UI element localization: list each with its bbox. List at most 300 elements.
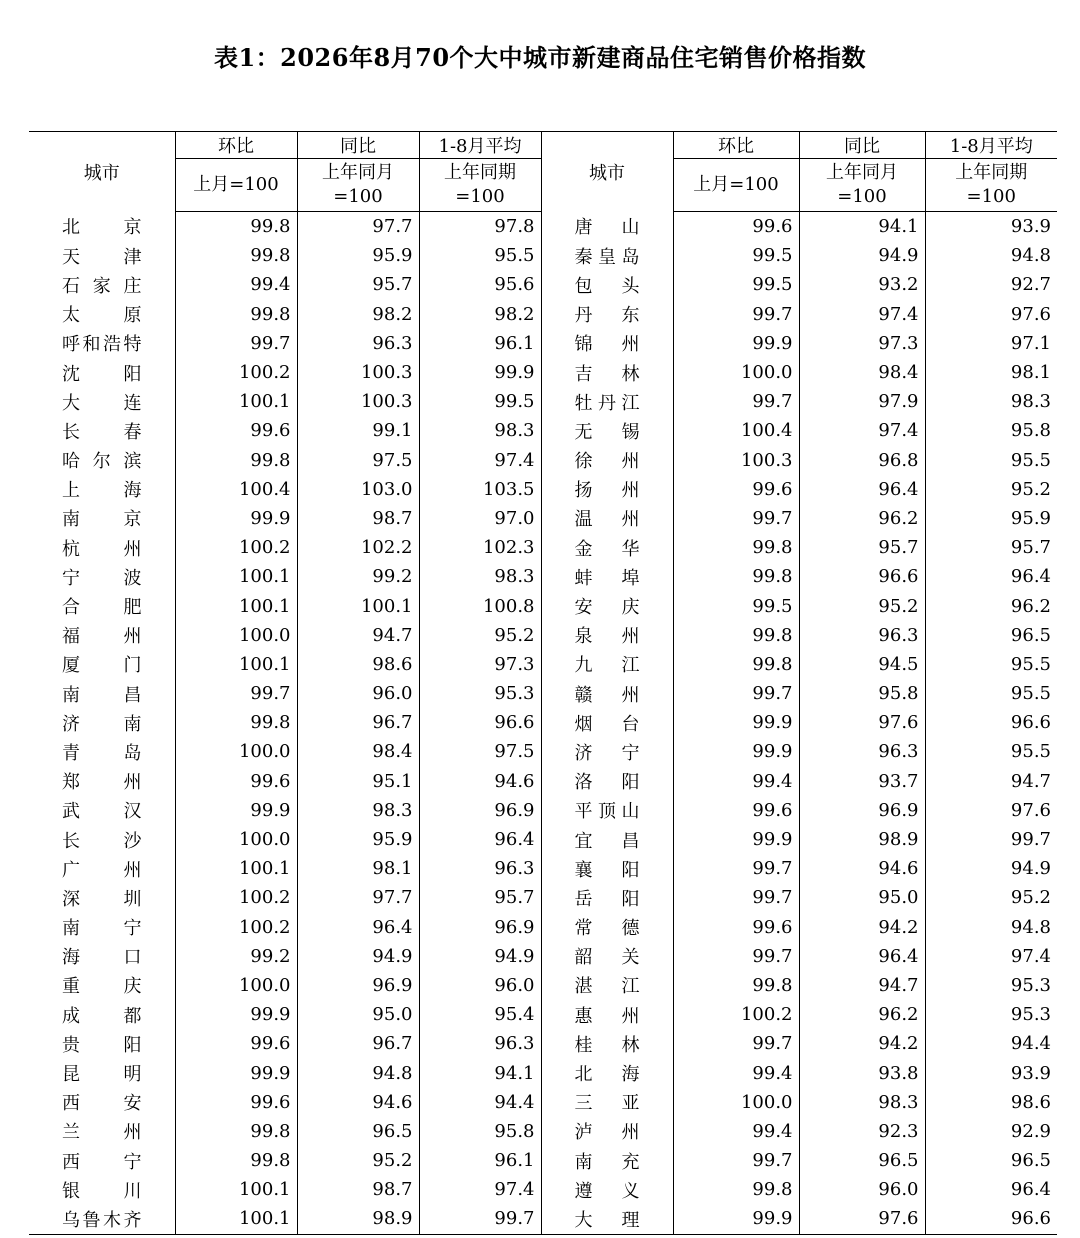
right-avg-cell: 96.6 [925, 1204, 1057, 1234]
right-avg-cell: 96.6 [925, 708, 1057, 737]
right-yoy-cell: 96.3 [799, 737, 925, 766]
left-city-cell: 天津 [62, 246, 142, 268]
left-mom-cell: 100.2 [175, 533, 297, 562]
table-row [29, 679, 1057, 708]
left-avg-cell: 100.8 [419, 591, 541, 620]
right-yoy-cell: 96.8 [799, 446, 925, 475]
right-avg-cell: 97.6 [925, 300, 1057, 329]
left-yoy-cell: 95.9 [297, 241, 419, 270]
left-city-cell: 杭州 [62, 538, 142, 560]
right-mom-cell: 99.9 [673, 329, 799, 358]
left-city-cell: 南京 [62, 509, 142, 531]
left-mom-cell: 100.1 [175, 562, 297, 591]
right-mom-cell: 99.9 [673, 708, 799, 737]
table-row [29, 300, 1057, 329]
table-row [29, 329, 1057, 358]
right-city-cell: 遵义 [541, 1175, 673, 1204]
left-avg-cell: 99.5 [419, 387, 541, 416]
header-avg-base-left [419, 159, 541, 212]
left-mom-cell: 99.8 [175, 212, 297, 242]
left-mom-cell: 99.9 [175, 1000, 297, 1029]
right-mom-cell: 100.3 [673, 446, 799, 475]
right-mom-cell: 99.7 [673, 300, 799, 329]
header-avg-right: 1-8月平均 [925, 132, 1057, 159]
left-city-cell: 厦门 [62, 655, 142, 677]
left-yoy-cell: 98.7 [297, 504, 419, 533]
left-city-cell: 上海 [62, 480, 142, 502]
left-avg-cell: 95.8 [419, 1117, 541, 1146]
left-city-cell: 南宁 [62, 918, 142, 940]
right-city-cell: 无锡 [541, 416, 673, 445]
left-city-cell: 长沙 [62, 830, 142, 852]
avg-base-line1: 上年同期 [444, 162, 516, 183]
left-yoy-cell: 96.7 [297, 708, 419, 737]
right-yoy-cell: 96.0 [799, 1175, 925, 1204]
left-mom-cell: 99.9 [175, 796, 297, 825]
right-city-cell: 湛江 [541, 971, 673, 1000]
right-mom-cell: 99.7 [673, 1029, 799, 1058]
left-mom-cell: 100.0 [175, 737, 297, 766]
right-avg-cell: 97.1 [925, 329, 1057, 358]
left-mom-cell: 99.8 [175, 300, 297, 329]
right-yoy-cell: 96.2 [799, 504, 925, 533]
left-mom-cell: 100.1 [175, 591, 297, 620]
left-yoy-cell: 100.3 [297, 358, 419, 387]
header-mom-base-left [175, 159, 297, 212]
right-mom-cell: 99.6 [673, 475, 799, 504]
left-yoy-cell: 94.9 [297, 942, 419, 971]
table-row [29, 1029, 1057, 1058]
price-index-table [29, 131, 1057, 1235]
table-row [29, 387, 1057, 416]
right-mom-cell: 99.8 [673, 650, 799, 679]
left-mom-cell: 100.0 [175, 621, 297, 650]
left-mom-cell: 99.7 [175, 329, 297, 358]
table-row [29, 737, 1057, 766]
avg-base-line1: 上年同期 [955, 162, 1028, 183]
header-mom-right: 环比 [673, 132, 799, 159]
right-city-cell: 锦州 [541, 329, 673, 358]
right-mom-cell: 99.7 [673, 942, 799, 971]
left-city-cell: 青岛 [62, 742, 142, 764]
right-yoy-cell: 98.4 [799, 358, 925, 387]
right-city-cell: 烟台 [541, 708, 673, 737]
right-city-cell: 济宁 [541, 737, 673, 766]
left-avg-cell: 95.3 [419, 679, 541, 708]
right-yoy-cell: 95.8 [799, 679, 925, 708]
right-mom-cell: 99.8 [673, 621, 799, 650]
right-yoy-cell: 94.2 [799, 913, 925, 942]
left-mom-cell: 100.1 [175, 387, 297, 416]
right-yoy-cell: 94.5 [799, 650, 925, 679]
header-yoy-base-left [297, 159, 419, 212]
right-city-cell: 秦皇岛 [541, 241, 673, 270]
right-mom-cell: 99.9 [673, 737, 799, 766]
header-mom-left: 环比 [175, 132, 297, 159]
right-yoy-cell: 93.7 [799, 767, 925, 796]
right-mom-cell: 99.8 [673, 562, 799, 591]
right-mom-cell: 99.5 [673, 241, 799, 270]
right-avg-cell: 93.9 [925, 212, 1057, 242]
page-title: 表1：2026年8月70个大中城市新建商品住宅销售价格指数 [213, 43, 867, 72]
left-yoy-cell: 95.7 [297, 270, 419, 299]
right-avg-cell: 95.7 [925, 533, 1057, 562]
left-city-cell: 太原 [62, 305, 142, 327]
left-mom-cell: 100.2 [175, 358, 297, 387]
table-row [29, 913, 1057, 942]
left-mom-cell: 99.8 [175, 241, 297, 270]
right-city-cell: 蚌埠 [541, 562, 673, 591]
left-city-cell: 合肥 [62, 597, 142, 619]
table-body [29, 212, 1057, 1235]
yoy-base-line2: =100 [837, 186, 887, 207]
right-avg-cell: 92.7 [925, 270, 1057, 299]
left-avg-cell: 94.4 [419, 1088, 541, 1117]
table-row [29, 621, 1057, 650]
table-row [29, 212, 1057, 242]
table-row [29, 241, 1057, 270]
left-yoy-cell: 100.3 [297, 387, 419, 416]
left-avg-cell: 94.9 [419, 942, 541, 971]
yoy-base-line1: 上年同月 [826, 162, 898, 183]
left-city-cell: 大连 [62, 392, 142, 414]
left-city-cell: 重庆 [62, 976, 142, 998]
left-avg-cell: 97.0 [419, 504, 541, 533]
left-mom-cell: 100.1 [175, 854, 297, 883]
right-city-cell: 惠州 [541, 1000, 673, 1029]
left-mom-cell: 99.7 [175, 679, 297, 708]
right-city-cell: 常德 [541, 913, 673, 942]
right-city-cell: 泉州 [541, 621, 673, 650]
left-city-cell: 长春 [62, 421, 142, 443]
right-mom-cell: 100.0 [673, 1088, 799, 1117]
right-yoy-cell: 94.7 [799, 971, 925, 1000]
right-city-cell: 韶关 [541, 942, 673, 971]
left-avg-cell: 96.0 [419, 971, 541, 1000]
table-row [29, 708, 1057, 737]
right-city-cell: 南充 [541, 1146, 673, 1175]
right-mom-cell: 100.4 [673, 416, 799, 445]
table-row [29, 796, 1057, 825]
left-avg-cell: 98.3 [419, 416, 541, 445]
table-row [29, 475, 1057, 504]
left-city-cell: 郑州 [62, 772, 142, 794]
right-yoy-cell: 93.2 [799, 270, 925, 299]
right-mom-cell: 99.6 [673, 212, 799, 242]
right-avg-cell: 96.5 [925, 1146, 1057, 1175]
left-yoy-cell: 96.3 [297, 329, 419, 358]
table-row [29, 825, 1057, 854]
left-city-cell: 贵阳 [62, 1034, 142, 1056]
right-yoy-cell: 97.3 [799, 329, 925, 358]
right-avg-cell: 95.3 [925, 971, 1057, 1000]
header-yoy-right: 同比 [799, 132, 925, 159]
mom-base-text: 上月=100 [693, 174, 779, 195]
left-yoy-cell: 94.8 [297, 1058, 419, 1087]
right-avg-cell: 97.4 [925, 942, 1057, 971]
right-city-cell: 平顶山 [541, 796, 673, 825]
right-mom-cell: 99.5 [673, 270, 799, 299]
right-city-cell: 金华 [541, 533, 673, 562]
right-mom-cell: 99.7 [673, 1146, 799, 1175]
right-avg-cell: 97.6 [925, 796, 1057, 825]
right-mom-cell: 99.7 [673, 679, 799, 708]
left-avg-cell: 102.3 [419, 533, 541, 562]
left-avg-cell: 97.4 [419, 1175, 541, 1204]
left-avg-cell: 99.7 [419, 1204, 541, 1234]
right-yoy-cell: 93.8 [799, 1058, 925, 1087]
table-row [29, 562, 1057, 591]
left-city-cell: 哈尔滨 [62, 451, 142, 473]
left-avg-cell: 95.6 [419, 270, 541, 299]
left-yoy-cell: 96.4 [297, 913, 419, 942]
left-yoy-cell: 94.7 [297, 621, 419, 650]
right-avg-cell: 94.4 [925, 1029, 1057, 1058]
left-city-cell: 乌鲁木齐 [29, 1204, 175, 1234]
right-yoy-cell: 96.4 [799, 942, 925, 971]
left-city-cell: 宁波 [62, 567, 142, 589]
right-city-cell: 徐州 [541, 446, 673, 475]
table-row [29, 504, 1057, 533]
left-mom-cell: 99.6 [175, 416, 297, 445]
right-yoy-cell: 94.1 [799, 212, 925, 242]
table-row [29, 1088, 1057, 1117]
right-mom-cell: 99.5 [673, 591, 799, 620]
table-row [29, 854, 1057, 883]
table-row [29, 1146, 1057, 1175]
left-city-cell: 西宁 [62, 1151, 142, 1173]
left-city-cell: 福州 [62, 626, 142, 648]
right-mom-cell: 99.7 [673, 504, 799, 533]
right-mom-cell: 99.8 [673, 971, 799, 1000]
right-yoy-cell: 96.2 [799, 1000, 925, 1029]
left-mom-cell: 99.4 [175, 270, 297, 299]
right-avg-cell: 94.8 [925, 241, 1057, 270]
right-yoy-cell: 97.4 [799, 416, 925, 445]
right-yoy-cell: 98.3 [799, 1088, 925, 1117]
table-row [29, 650, 1057, 679]
right-yoy-cell: 97.4 [799, 300, 925, 329]
right-city-cell: 三亚 [541, 1088, 673, 1117]
left-mom-cell: 100.1 [175, 650, 297, 679]
right-city-cell: 安庆 [541, 591, 673, 620]
right-avg-cell: 95.9 [925, 504, 1057, 533]
table-row [29, 416, 1057, 445]
left-avg-cell: 95.5 [419, 241, 541, 270]
right-city-cell: 唐山 [541, 212, 673, 242]
left-yoy-cell: 99.1 [297, 416, 419, 445]
left-avg-cell: 97.3 [419, 650, 541, 679]
right-city-cell: 赣州 [541, 679, 673, 708]
right-avg-cell: 95.2 [925, 883, 1057, 912]
left-city-cell: 广州 [62, 859, 142, 881]
left-avg-cell: 96.3 [419, 854, 541, 883]
right-yoy-cell: 94.2 [799, 1029, 925, 1058]
table-row [29, 591, 1057, 620]
table-row [29, 533, 1057, 562]
header-avg-base-right [925, 159, 1057, 212]
right-mom-cell: 99.7 [673, 854, 799, 883]
right-yoy-cell: 97.6 [799, 708, 925, 737]
left-city-cell: 深圳 [62, 888, 142, 910]
left-yoy-cell: 102.2 [297, 533, 419, 562]
right-yoy-cell: 96.4 [799, 475, 925, 504]
left-city-cell: 成都 [62, 1005, 142, 1027]
left-yoy-cell: 95.1 [297, 767, 419, 796]
right-yoy-cell: 98.9 [799, 825, 925, 854]
left-city-cell: 银川 [62, 1180, 142, 1202]
left-yoy-cell: 98.7 [297, 1175, 419, 1204]
right-mom-cell: 99.9 [673, 825, 799, 854]
left-yoy-cell: 97.7 [297, 883, 419, 912]
avg-base-line2: =100 [455, 186, 505, 207]
table-row [29, 358, 1057, 387]
right-yoy-cell: 95.7 [799, 533, 925, 562]
right-city-cell: 牡丹江 [541, 387, 673, 416]
left-avg-cell: 96.3 [419, 1029, 541, 1058]
right-yoy-cell: 96.5 [799, 1146, 925, 1175]
right-city-cell: 泸州 [541, 1117, 673, 1146]
right-mom-cell: 99.8 [673, 533, 799, 562]
left-yoy-cell: 98.1 [297, 854, 419, 883]
left-avg-cell: 96.1 [419, 1146, 541, 1175]
table-row [29, 1058, 1057, 1087]
left-mom-cell: 99.8 [175, 1117, 297, 1146]
right-mom-cell: 99.4 [673, 1058, 799, 1087]
right-yoy-cell: 95.0 [799, 883, 925, 912]
right-avg-cell: 95.5 [925, 446, 1057, 475]
table-row [29, 942, 1057, 971]
right-yoy-cell: 94.9 [799, 241, 925, 270]
left-yoy-cell: 98.6 [297, 650, 419, 679]
left-avg-cell: 96.1 [419, 329, 541, 358]
left-mom-cell: 100.0 [175, 971, 297, 1000]
header-city-left: 城市 [29, 132, 175, 212]
table-row [29, 1175, 1057, 1204]
header-avg-left: 1-8月平均 [419, 132, 541, 159]
left-avg-cell: 99.9 [419, 358, 541, 387]
right-city-cell: 扬州 [541, 475, 673, 504]
table-row [29, 971, 1057, 1000]
left-yoy-cell: 95.9 [297, 825, 419, 854]
left-yoy-cell: 96.9 [297, 971, 419, 1000]
right-city-cell: 洛阳 [541, 767, 673, 796]
yoy-base-line2: =100 [333, 186, 383, 207]
right-yoy-cell: 97.9 [799, 387, 925, 416]
right-yoy-cell: 96.6 [799, 562, 925, 591]
right-avg-cell: 92.9 [925, 1117, 1057, 1146]
right-avg-cell: 96.2 [925, 591, 1057, 620]
table-row [29, 1204, 1057, 1234]
left-mom-cell: 99.6 [175, 1029, 297, 1058]
right-city-cell: 襄阳 [541, 854, 673, 883]
header-mom-base-right [673, 159, 799, 212]
right-avg-cell: 98.1 [925, 358, 1057, 387]
right-avg-cell: 99.7 [925, 825, 1057, 854]
left-city-cell: 沈阳 [62, 363, 142, 385]
left-avg-cell: 94.6 [419, 767, 541, 796]
left-avg-cell: 97.5 [419, 737, 541, 766]
left-yoy-cell: 98.2 [297, 300, 419, 329]
left-yoy-cell: 98.3 [297, 796, 419, 825]
left-mom-cell: 100.1 [175, 1204, 297, 1234]
table-row [29, 446, 1057, 475]
header-yoy-base-right [799, 159, 925, 212]
right-avg-cell: 95.5 [925, 650, 1057, 679]
left-avg-cell: 96.9 [419, 796, 541, 825]
right-city-cell: 桂林 [541, 1029, 673, 1058]
left-avg-cell: 98.2 [419, 300, 541, 329]
table-row [29, 270, 1057, 299]
right-mom-cell: 99.4 [673, 767, 799, 796]
right-yoy-cell: 96.3 [799, 621, 925, 650]
right-city-cell: 宜昌 [541, 825, 673, 854]
left-city-cell: 北京 [62, 217, 142, 239]
right-city-cell: 温州 [541, 504, 673, 533]
left-avg-cell: 98.3 [419, 562, 541, 591]
left-city-cell: 昆明 [62, 1064, 142, 1086]
left-avg-cell: 95.7 [419, 883, 541, 912]
left-mom-cell: 99.8 [175, 708, 297, 737]
left-avg-cell: 96.4 [419, 825, 541, 854]
table-row [29, 883, 1057, 912]
right-avg-cell: 95.5 [925, 679, 1057, 708]
right-yoy-cell: 95.2 [799, 591, 925, 620]
left-mom-cell: 100.1 [175, 1175, 297, 1204]
left-mom-cell: 99.2 [175, 942, 297, 971]
right-avg-cell: 95.8 [925, 416, 1057, 445]
left-yoy-cell: 99.2 [297, 562, 419, 591]
right-city-cell: 吉林 [541, 358, 673, 387]
header-yoy-left: 同比 [297, 132, 419, 159]
left-mom-cell: 99.8 [175, 1146, 297, 1175]
table-row [29, 1000, 1057, 1029]
right-avg-cell: 94.7 [925, 767, 1057, 796]
right-mom-cell: 99.4 [673, 1117, 799, 1146]
left-avg-cell: 96.9 [419, 913, 541, 942]
right-mom-cell: 99.9 [673, 1204, 799, 1234]
right-mom-cell: 99.6 [673, 796, 799, 825]
right-yoy-cell: 97.6 [799, 1204, 925, 1234]
left-mom-cell: 100.2 [175, 913, 297, 942]
left-mom-cell: 100.0 [175, 825, 297, 854]
right-yoy-cell: 94.6 [799, 854, 925, 883]
left-yoy-cell: 96.5 [297, 1117, 419, 1146]
right-avg-cell: 94.9 [925, 854, 1057, 883]
left-city-cell: 兰州 [62, 1122, 142, 1144]
left-yoy-cell: 97.5 [297, 446, 419, 475]
left-city-cell: 济南 [62, 713, 142, 735]
right-city-cell: 岳阳 [541, 883, 673, 912]
right-mom-cell: 99.7 [673, 387, 799, 416]
right-city-cell: 九江 [541, 650, 673, 679]
left-city-cell: 南昌 [62, 684, 142, 706]
right-avg-cell: 98.6 [925, 1088, 1057, 1117]
right-avg-cell: 96.4 [925, 562, 1057, 591]
left-yoy-cell: 96.7 [297, 1029, 419, 1058]
left-city-cell: 武汉 [62, 801, 142, 823]
yoy-base-line1: 上年同月 [322, 162, 394, 183]
left-mom-cell: 100.2 [175, 883, 297, 912]
right-city-cell: 包头 [541, 270, 673, 299]
left-mom-cell: 99.6 [175, 767, 297, 796]
left-yoy-cell: 103.0 [297, 475, 419, 504]
right-city-cell: 大理 [541, 1204, 673, 1234]
right-avg-cell: 96.5 [925, 621, 1057, 650]
left-avg-cell: 96.6 [419, 708, 541, 737]
left-yoy-cell: 98.4 [297, 737, 419, 766]
left-yoy-cell: 95.0 [297, 1000, 419, 1029]
